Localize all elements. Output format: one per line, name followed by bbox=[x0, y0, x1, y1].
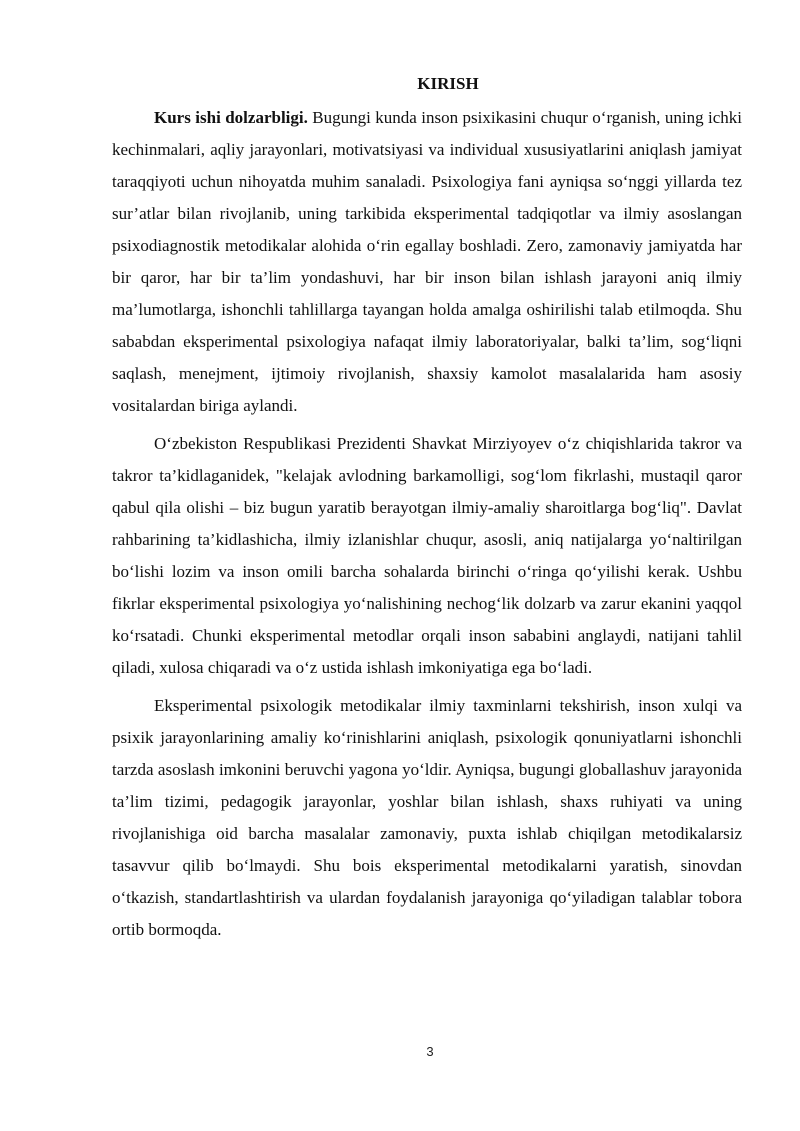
paragraph-lead: Kurs ishi dolzarbligi. bbox=[154, 108, 308, 127]
paragraph-relevance bbox=[112, 102, 742, 422]
paragraph-experimental-methods bbox=[112, 690, 742, 946]
paragraph-text: O‘zbekiston Respublikasi Prezidenti Shavkat Mirziyoyev o‘z chiqishlarida takror va takror ta’kidlaganidek, "kelajak avlodning barkamolligi, sog‘lom fikrlashi, mustaqil qaror qabul qila olishi – biz bugun yaratib berayotgan ilmiy-amaliy sharoitlarga bog‘liq". Davlat rahbarining ta’kidlashicha, ilmiy izlanishlar chuqur, asosli, aniq natijalarga yo‘naltirilgan bo‘lishi lozim va inson omili barcha sohalarda birinchi o‘ringa qo‘yilishi kerak. Ushbu fikrlar eksperimental psixologiya yo‘nalishining nechog‘lik dolzarb va zarur ekanini yaqqol ko‘rsatadi. Chunki eksperimental metodlar orqali inson sababini anglaydi, natijani tahlil qiladi, xulosa chiqaradi va o‘z ustida ishlash imkoniyatiga ega bo‘ladi. bbox=[112, 434, 742, 677]
document-page bbox=[112, 72, 742, 952]
paragraph-president-quote bbox=[112, 428, 742, 684]
section-title: KIRISH bbox=[417, 74, 479, 93]
paragraph-text: Bugungi kunda inson psixikasini chuqur o‘rganish, uning ichki kechinmalari, aqliy jarayonlari, motivatsiyasi va individual xususiyatlarini aniqlash jamiyat taraqqiyoti uchun nihoyatda muhim sanaladi. Psixologiya fani ayniqsa so‘nggi yillarda tez sur’atlar bilan rivojlanib, uning tarkibida eksperimental tadqiqotlar va ilmiy asoslangan psixodiagnostik metodikalar alohida o‘rin egallay boshladi. Zero, zamonaviy jamiyatda har bir qaror, har bir ta’lim yondashuvi, har bir inson bilan ishlash jarayoni aniq ilmiy ma’lumotlarga, ishonchli tahlillarga tayangan holda amalga oshirilishi talab etilmoqda. Shu sababdan eksperimental psixologiya nafaqat ilmiy laboratoriyalar, balki ta’lim, sog‘liqni saqlash, menejment, ijtimoiy rivojlanish, shaxsiy kamolot masalalarida ham asosiy vositalardan biriga aylandi. bbox=[112, 108, 743, 415]
page-number: 3 bbox=[426, 1044, 434, 1059]
paragraph-text: Eksperimental psixologik metodikalar ilmiy taxminlarni tekshirish, inson xulqi va psixik jarayonlarining amaliy ko‘rinishlarini aniqlash, psixologik qonuniyatlarni ishonchli tarzda asoslash imkonini beruvchi yagona yo‘ldir. Ayniqsa, bugungi globallashuv jarayonida ta’lim tizimi, pedagogik jarayonlar, yoshlar bilan ishlash, shaxs ruhiyati va uning rivojlanishiga oid barcha masalalar zamonaviy, puxta ishlab chiqilgan metodikalarsiz tasavvur qilib bo‘lmaydi. Shu bois eksperimental metodikalarni yaratish, sinovdan o‘tkazish, standartlashtirish va ulardan foydalanish jarayoniga qo‘yiladigan talablar tobora ortib bormoqda. bbox=[112, 696, 742, 939]
